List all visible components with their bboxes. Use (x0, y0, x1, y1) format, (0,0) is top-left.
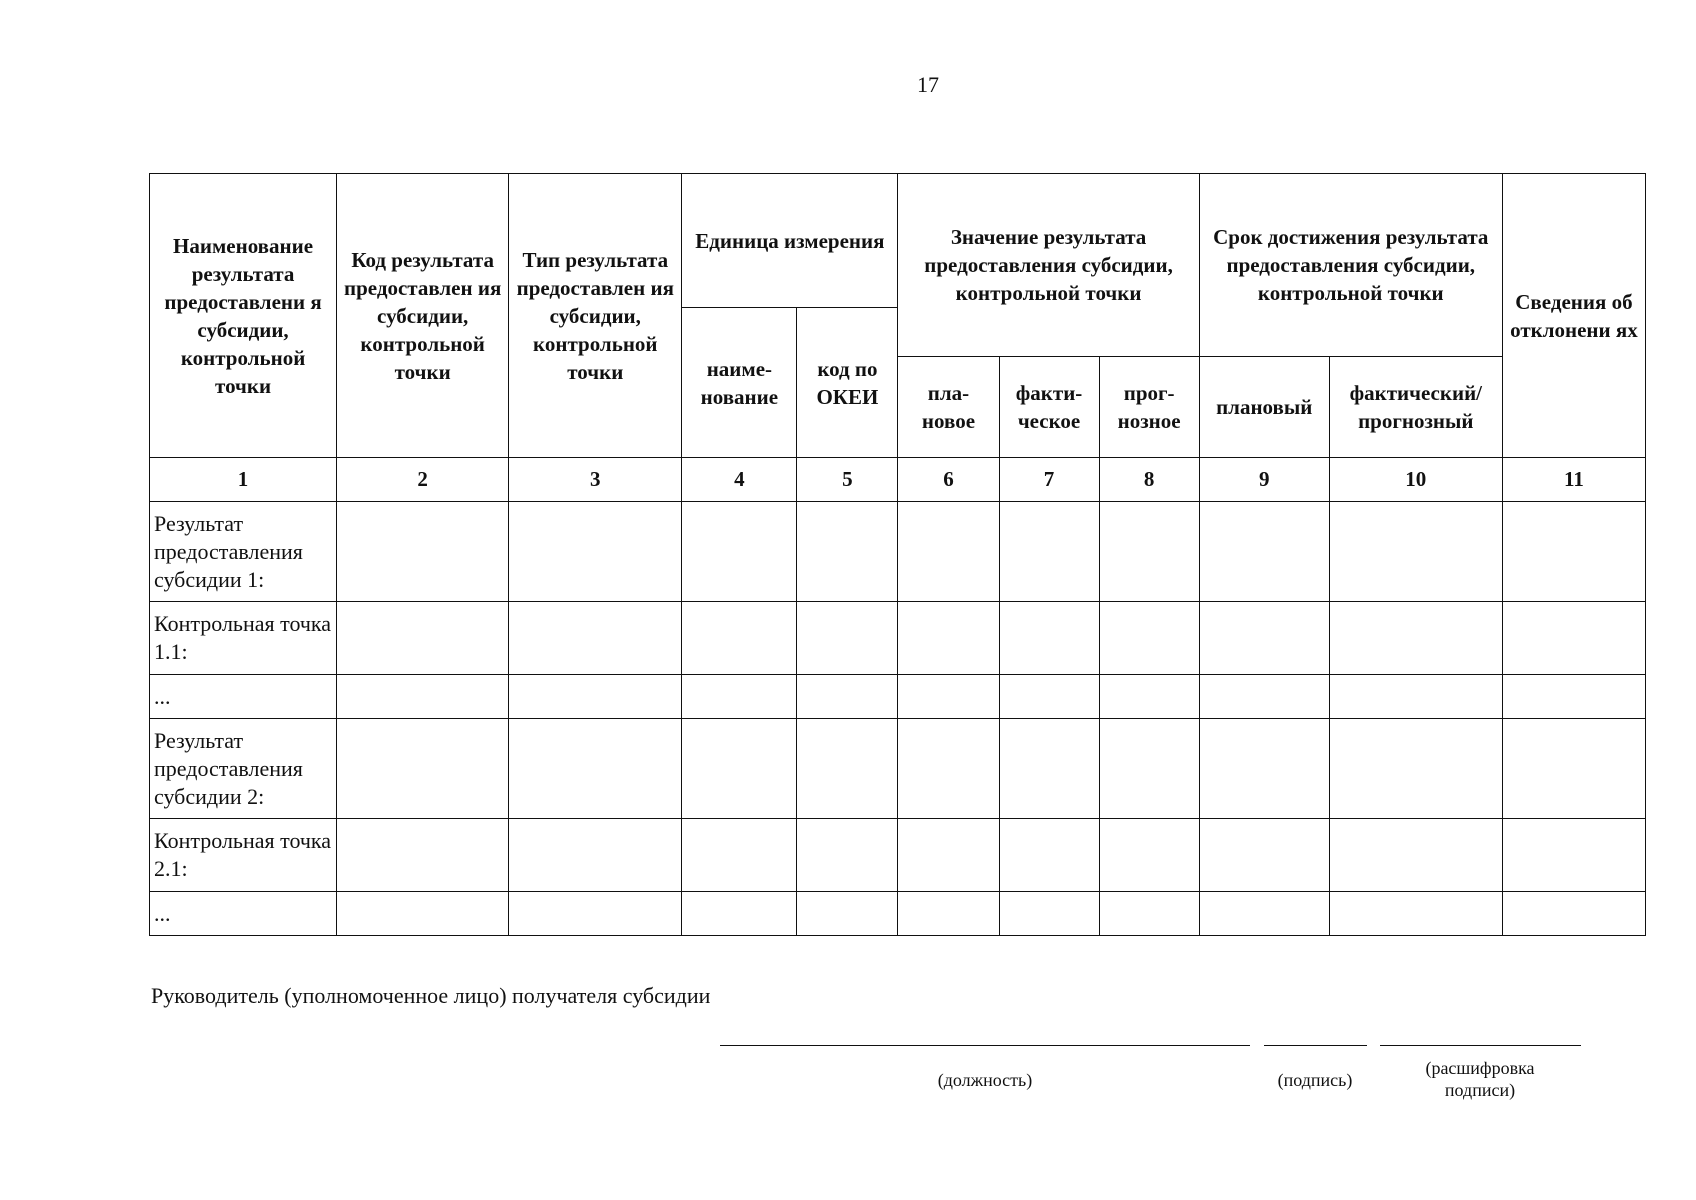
position-line (720, 1045, 1250, 1046)
decoding-line (1380, 1045, 1581, 1046)
column-number: 11 (1502, 458, 1645, 502)
table-cell (898, 502, 999, 602)
table-cell (1329, 675, 1502, 719)
results-table (149, 173, 1646, 936)
header-deviations: Сведения об отклонени ях (1502, 174, 1645, 458)
table-cell (898, 892, 999, 936)
table-cell (337, 892, 509, 936)
table-cell (509, 675, 682, 719)
table-cell (337, 502, 509, 602)
column-number: 3 (509, 458, 682, 502)
header-value-forecast: прог- нозное (1099, 357, 1199, 458)
column-number: 6 (898, 458, 999, 502)
table-cell (682, 719, 797, 819)
table-cell (1099, 502, 1199, 602)
header-unit: Единица измерения (682, 174, 898, 308)
table-cell (797, 502, 898, 602)
row-label: Результат предоставления субсидии 2: (150, 719, 337, 819)
header-type: Тип результата предоставлен ия субсидии, контрольной точки (509, 174, 682, 458)
row-label: ... (150, 675, 337, 719)
table-cell (797, 719, 898, 819)
table-cell (1329, 719, 1502, 819)
row-label: Контрольная точка 1.1: (150, 602, 337, 675)
table-cell (1099, 602, 1199, 675)
table-cell (1199, 892, 1329, 936)
column-number: 7 (999, 458, 1099, 502)
table-row (150, 675, 1646, 719)
column-number: 10 (1329, 458, 1502, 502)
table-cell (509, 602, 682, 675)
table-cell (682, 502, 797, 602)
table-cell (1099, 892, 1199, 936)
header-value: Значение результата предоставления субсидии, контрольной точки (898, 174, 1199, 357)
table-cell (1199, 675, 1329, 719)
signature-label: Руководитель (уполномоченное лицо) получателя субсидии (151, 983, 711, 1008)
table-cell (898, 819, 999, 892)
table-row (150, 819, 1646, 892)
table-cell (1502, 819, 1645, 892)
table-cell (1199, 719, 1329, 819)
signature-caption: (подпись) (1277, 1070, 1353, 1090)
table-cell (1329, 892, 1502, 936)
table-cell (682, 602, 797, 675)
signature-line (1264, 1045, 1367, 1046)
table-cell (682, 675, 797, 719)
table-cell (999, 892, 1099, 936)
column-number: 5 (797, 458, 898, 502)
table-cell (1502, 719, 1645, 819)
table-cell (999, 719, 1099, 819)
table-cell (509, 819, 682, 892)
table-cell (1199, 602, 1329, 675)
table-cell (1099, 675, 1199, 719)
table-cell (509, 892, 682, 936)
header-value-planned: пла- новое (898, 357, 999, 458)
table-cell (1329, 819, 1502, 892)
table-cell (337, 819, 509, 892)
table-cell (1502, 502, 1645, 602)
column-number: 2 (337, 458, 509, 502)
table-cell (337, 719, 509, 819)
table-cell (1502, 602, 1645, 675)
table-cell (1329, 602, 1502, 675)
table-cell (1099, 719, 1199, 819)
header-unit-okei: код по ОКЕИ (797, 308, 898, 458)
table-cell (797, 819, 898, 892)
table-cell (1099, 819, 1199, 892)
table-cell (1502, 675, 1645, 719)
column-number: 1 (150, 458, 337, 502)
table-row (150, 502, 1646, 602)
header-name: Наименование результата предоставлени я субсидии, контрольной точки (150, 174, 337, 458)
table-cell (682, 892, 797, 936)
position-caption: (должность) (937, 1070, 1033, 1090)
table-cell (1199, 502, 1329, 602)
table-cell (337, 675, 509, 719)
column-number: 8 (1099, 458, 1199, 502)
table-row (150, 602, 1646, 675)
header-value-actual: факти- ческое (999, 357, 1099, 458)
table-cell (797, 892, 898, 936)
table-cell (682, 819, 797, 892)
table-cell (999, 502, 1099, 602)
column-number-row (150, 458, 1646, 502)
header-code: Код результата предоставлен ия субсидии, контрольной точки (337, 174, 509, 458)
row-label: Контрольная точка 2.1: (150, 819, 337, 892)
table-cell (509, 502, 682, 602)
table-cell (898, 602, 999, 675)
header-unit-name: наиме- нование (682, 308, 797, 458)
table-cell (1199, 819, 1329, 892)
table-cell (999, 602, 1099, 675)
table-cell (898, 675, 999, 719)
header-deadline: Срок достижения результата предоставления субсидии, контрольной точки (1199, 174, 1502, 357)
header-deadline-planned: плановый (1199, 357, 1329, 458)
table-cell (337, 602, 509, 675)
column-number: 4 (682, 458, 797, 502)
table-cell (509, 719, 682, 819)
table-cell (999, 675, 1099, 719)
table-row (150, 892, 1646, 936)
header-deadline-actual: фактический/ прогнозный (1329, 357, 1502, 458)
table-cell (797, 675, 898, 719)
row-label: Результат предоставления субсидии 1: (150, 502, 337, 602)
row-label: ... (150, 892, 337, 936)
column-number: 9 (1199, 458, 1329, 502)
table-cell (1329, 502, 1502, 602)
table-cell (898, 719, 999, 819)
table-row (150, 719, 1646, 819)
decoding-caption: (расшифровка подписи) (1425, 1058, 1535, 1100)
table-cell (999, 819, 1099, 892)
table-cell (797, 602, 898, 675)
table-cell (1502, 892, 1645, 936)
page-number: 17 (917, 72, 939, 97)
